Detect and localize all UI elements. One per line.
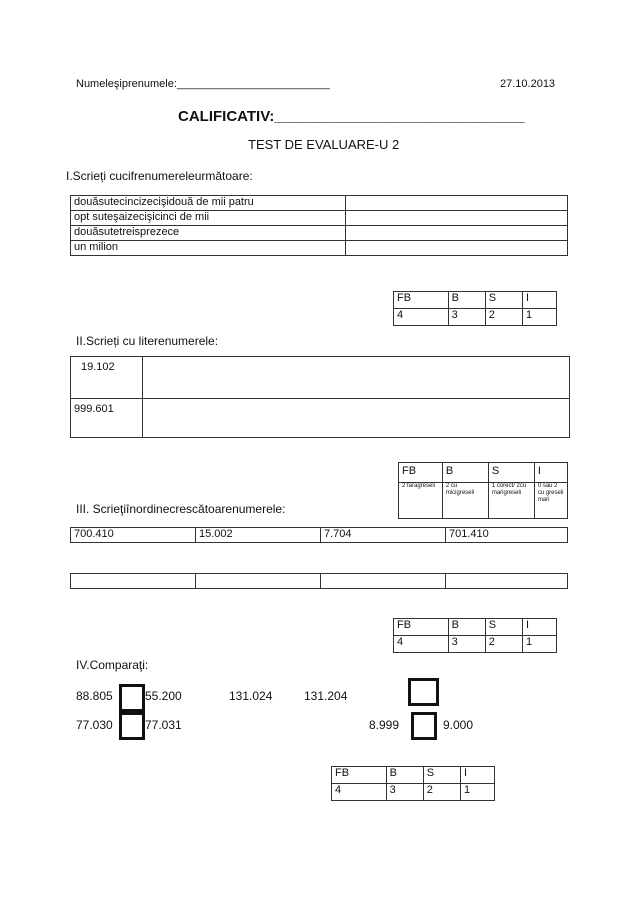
score-header: B [448,292,485,309]
score-header: B [448,619,485,636]
section4-score-table [331,766,495,801]
score-value: 4 [394,636,449,653]
answer-cell[interactable] [446,574,568,589]
section2-score-table [398,462,568,519]
section1-score-table [393,291,557,326]
page-title: TEST DE EVALUARE-U 2 [248,137,400,152]
section4-heading: IV.Comparaţi: [76,658,149,672]
table-cell: un milion [71,241,346,256]
score-value: 3 [386,784,423,801]
score-header: I [522,292,556,309]
score-header: S [485,619,522,636]
table-cell: 700.410 [71,528,196,543]
section3-answer-table [70,573,568,589]
answer-cell[interactable] [346,211,568,226]
answer-cell[interactable] [196,574,321,589]
grade-label: CALIFICATIV:______________________________ [178,108,525,125]
name-label: Numeleşiprenumele:_________________________ [76,78,330,90]
score-header: S [423,767,460,784]
score-header: FB [332,767,387,784]
section1-table [70,195,568,256]
compare-left: 77.030 [76,718,113,732]
table-cell: douăsutetreisprezece [71,226,346,241]
score-value: 3 [448,309,485,326]
section1-heading: I.Scrieți cucifrenumereleurmătoare: [66,169,253,183]
table-cell: 15.002 [196,528,321,543]
score-header: FB [394,619,449,636]
score-value: 1 [522,636,556,653]
compare-answer-box[interactable] [411,712,437,740]
compare-left: 131.024 [229,689,273,703]
compare-right: 131.204 [304,689,348,703]
score-header: I [460,767,494,784]
score-header: FB [394,292,449,309]
score-value: 2 [485,309,522,326]
table-cell: douăsutecincizecişidouă de mii patru [71,196,346,211]
section2-table [70,356,570,438]
table-cell: 999.601 [71,399,143,438]
score-header: S [485,292,522,309]
score-header: B [386,767,423,784]
score-value: 4 [394,309,449,326]
score-header: FB [399,463,443,483]
score-header: S [488,463,534,483]
table-cell: 19.102 [71,357,143,399]
table-cell: 7.704 [321,528,446,543]
answer-cell[interactable] [143,357,570,399]
score-header: I [522,619,556,636]
score-value: 1 corect/ 2cu marigreseli [488,483,534,519]
answer-cell[interactable] [321,574,446,589]
compare-answer-box[interactable] [408,678,439,706]
answer-cell[interactable] [346,226,568,241]
score-value: 2 [485,636,522,653]
score-header: B [442,463,488,483]
section3-score-table [393,618,557,653]
table-cell: 701.410 [446,528,568,543]
compare-right: 55.200 [145,689,182,703]
compare-right: 9.000 [443,718,474,732]
score-value: 0 sau 2 cu greseli mari [534,483,567,519]
answer-cell[interactable] [346,241,568,256]
score-value: 1 [522,309,556,326]
answer-cell[interactable] [346,196,568,211]
date: 27.10.2013 [500,78,556,90]
score-value: 1 [460,784,494,801]
compare-right: 77.031 [145,718,182,732]
compare-answer-box[interactable] [119,712,145,740]
table-cell: opt suteşaizecişicinci de mii [71,211,346,226]
section3-numbers-table [70,527,568,543]
compare-left: 88.805 [76,689,113,703]
score-value: 3 [448,636,485,653]
answer-cell[interactable] [143,399,570,438]
compare-left: 8.999 [369,718,400,732]
answer-cell[interactable] [71,574,196,589]
score-value: 4 [332,784,387,801]
section3-heading: III. Scrieţiînordinecrescătoarenumerele: [76,502,286,516]
score-value: 2 cu micigreseli [442,483,488,519]
compare-answer-box[interactable] [119,684,145,712]
score-value: 2 faragreseli [399,483,443,519]
section2-heading: II.Scrieți cu literenumerele: [76,334,219,348]
score-value: 2 [423,784,460,801]
score-header: I [534,463,567,483]
